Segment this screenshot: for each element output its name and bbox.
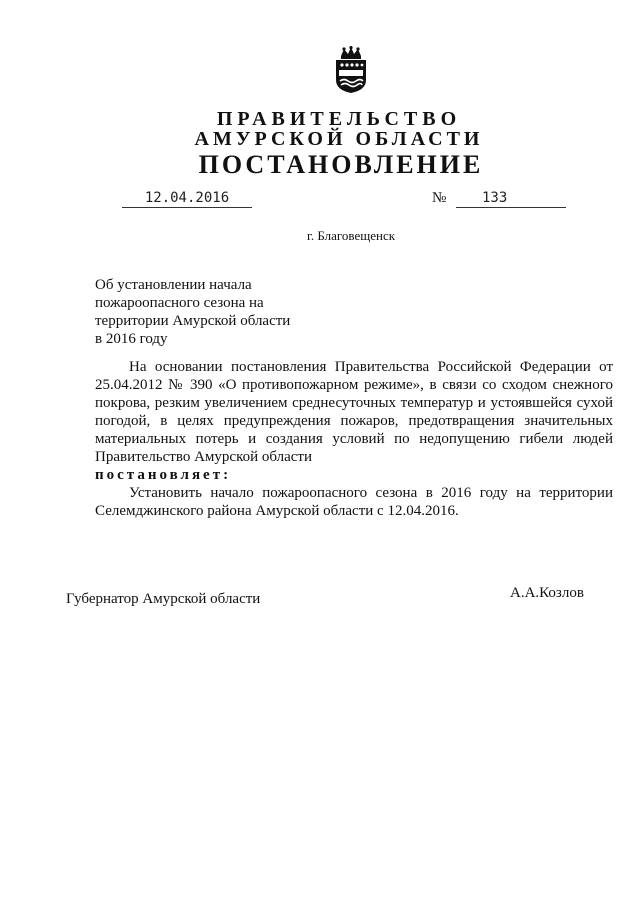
- subject-line: территории Амурской области: [95, 313, 291, 329]
- organization-name-line2: АМУРСКОЙ ОБЛАСТИ: [194, 128, 484, 150]
- subject-line: Об установлении начала: [95, 277, 252, 293]
- document-type-title: ПОСТАНОВЛЕНИЕ: [198, 150, 484, 179]
- subject-line: в 2016 году: [95, 331, 168, 347]
- preamble-paragraph: На основании постановления Правительства Российской Федерации от 25.04.2012 № 390 «О противопожарном режиме», в связи со сходом снежного покрова, резким увеличением среднесуточных температур и устоявшейся сухой погодой, в целях предупреждения пожаров, предотвращения значительных материальных потерь и создания условий по недопущению гибели людей Правительство Амурской области: [95, 359, 613, 465]
- resolves-keyword: постановляет:: [95, 467, 232, 483]
- decision-paragraph: Установить начало пожароопасного сезона в 2016 году на территории Селемджинского района Амурской области с 12.04.2016.: [95, 485, 613, 519]
- number-sign: №: [432, 190, 447, 206]
- document-subject: [95, 276, 335, 348]
- signatory-title: Губернатор Амурской области: [66, 591, 261, 607]
- document-date: 12.04.2016: [122, 190, 252, 208]
- issue-city: г. Благовещенск: [306, 228, 396, 243]
- signatory-name: А.А.Козлов: [510, 585, 584, 601]
- organization-name-line1: ПРАВИТЕЛЬСТВО: [216, 108, 462, 130]
- document-number: 133: [456, 190, 566, 208]
- subject-line: пожароопасного сезона на: [95, 295, 264, 311]
- coat-of-arms-icon: [332, 46, 370, 94]
